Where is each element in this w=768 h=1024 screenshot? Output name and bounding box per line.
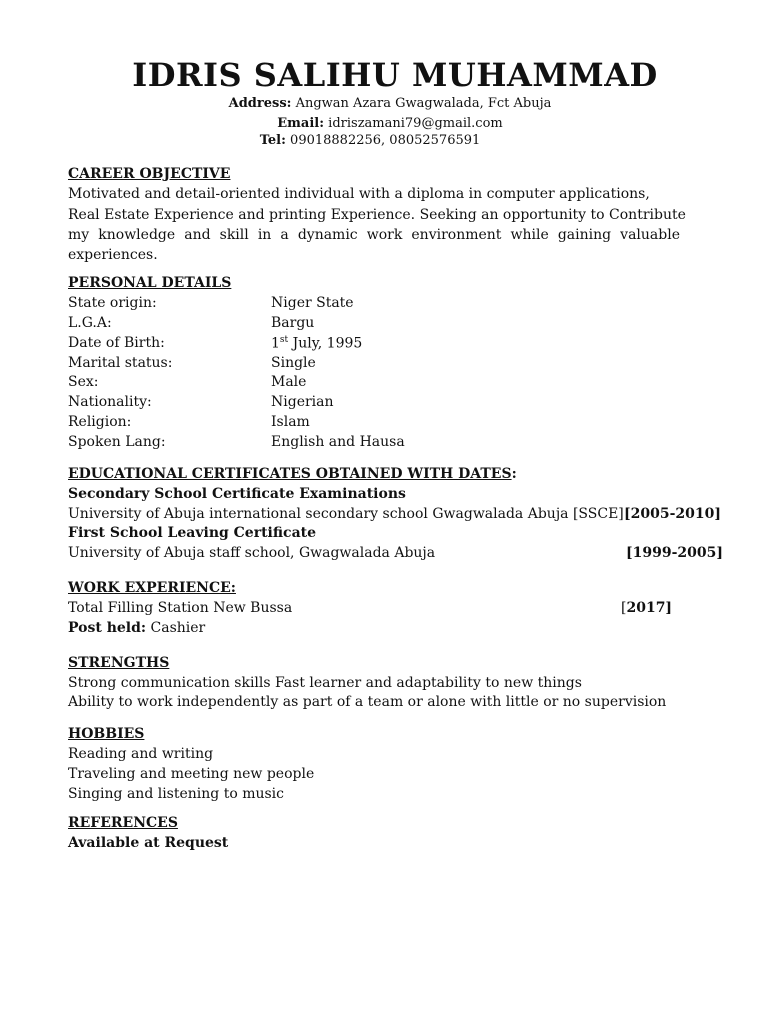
personal-label-dob: Date of Birth:: [68, 335, 165, 351]
hobby-2: Traveling and meeting new people: [68, 766, 315, 782]
hobby-1: Reading and writing: [68, 746, 214, 762]
education-title-1: Secondary School Certificate Examinations: [68, 486, 406, 502]
strength-line-2: Ability to work independently as part of a team or alone with little or no supervision: [68, 694, 667, 710]
hobby-3: Singing and listening to music: [68, 786, 285, 802]
work-date-value: 2017]: [626, 600, 673, 616]
work-experience-heading: WORK EXPERIENCE:: [68, 580, 236, 596]
tel-line: [0, 133, 740, 148]
personal-label-lga: L.G.A:: [68, 315, 112, 331]
work-date-bracket: [: [621, 600, 627, 616]
dob-ordinal: st: [279, 335, 289, 345]
address-label: Address:: [228, 96, 292, 111]
personal-value-lang: English and Hausa: [271, 434, 405, 450]
tel-label: Tel:: [259, 133, 286, 148]
work-date: [621, 600, 672, 616]
hobbies-heading: HOBBIES: [68, 726, 145, 742]
tel-value: 09018882256, 08052576591: [290, 133, 481, 148]
education-title-2: First School Leaving Certificate: [68, 525, 317, 541]
career-line-2: Real Estate Experience and printing Experience. Seeking an opportunity to Contribute: [68, 207, 686, 223]
email-line: [0, 116, 768, 131]
personal-label-state: State origin:: [68, 295, 157, 311]
personal-value-lga: Bargu: [271, 315, 315, 331]
career-line-4: experiences.: [68, 247, 158, 263]
work-post-line: [68, 620, 205, 636]
work-post-label: Post held:: [68, 620, 147, 636]
personal-value-nationality: Nigerian: [271, 394, 334, 410]
address-line: [0, 96, 768, 111]
work-employer: Total Filling Station New Bussa: [68, 600, 293, 616]
references-heading: REFERENCES: [68, 815, 178, 831]
address-value: Angwan Azara Gwagwalada, Fct Abuja: [295, 96, 552, 111]
education-dates-1: [2005-2010]: [624, 506, 721, 522]
email-value: idriszamani79@gmail.com: [328, 116, 503, 131]
personal-label-nationality: Nationality:: [68, 394, 152, 410]
strengths-heading: STRENGTHS: [68, 655, 170, 671]
personal-value-sex: Male: [271, 374, 307, 390]
education-dates-2: [1999-2005]: [626, 545, 723, 561]
career-objective-heading: CAREER OBJECTIVE: [68, 166, 231, 182]
dob-day: 1: [271, 335, 280, 352]
education-heading: EDUCATIONAL CERTIFICATES OBTAINED WITH DATES: [68, 466, 512, 482]
dob-rest: July, 1995: [288, 335, 363, 352]
career-line-1: Motivated and detail-oriented individual with a diploma in computer applications,: [68, 186, 650, 202]
work-post-value: Cashier: [146, 620, 206, 636]
references-text: Available at Request: [68, 835, 229, 851]
candidate-name: IDRIS SALIHU MUHAMMAD: [132, 56, 658, 94]
personal-details-heading: PERSONAL DETAILS: [68, 275, 232, 291]
career-line-3: my knowledge and skill in a dynamic work environment while gaining valuable: [68, 227, 680, 243]
strength-line-1: Strong communication skills Fast learner and adaptability to new things: [68, 675, 582, 691]
email-label: Email:: [277, 116, 325, 131]
personal-label-lang: Spoken Lang:: [68, 434, 166, 450]
education-school-2: University of Abuja staff school, Gwagwalada Abuja: [68, 545, 436, 561]
personal-value-religion: Islam: [271, 414, 310, 430]
personal-value-marital: Single: [271, 355, 316, 371]
personal-value-state: Niger State: [271, 295, 354, 311]
education-heading-line: [68, 466, 517, 482]
education-school-1: University of Abuja international secondary school Gwagwalada Abuja [SSCE]: [68, 506, 624, 522]
personal-label-sex: Sex:: [68, 374, 99, 390]
personal-value-dob: [271, 335, 362, 352]
personal-label-marital: Marital status:: [68, 355, 173, 371]
personal-label-religion: Religion:: [68, 414, 132, 430]
education-heading-colon: :: [511, 466, 517, 482]
